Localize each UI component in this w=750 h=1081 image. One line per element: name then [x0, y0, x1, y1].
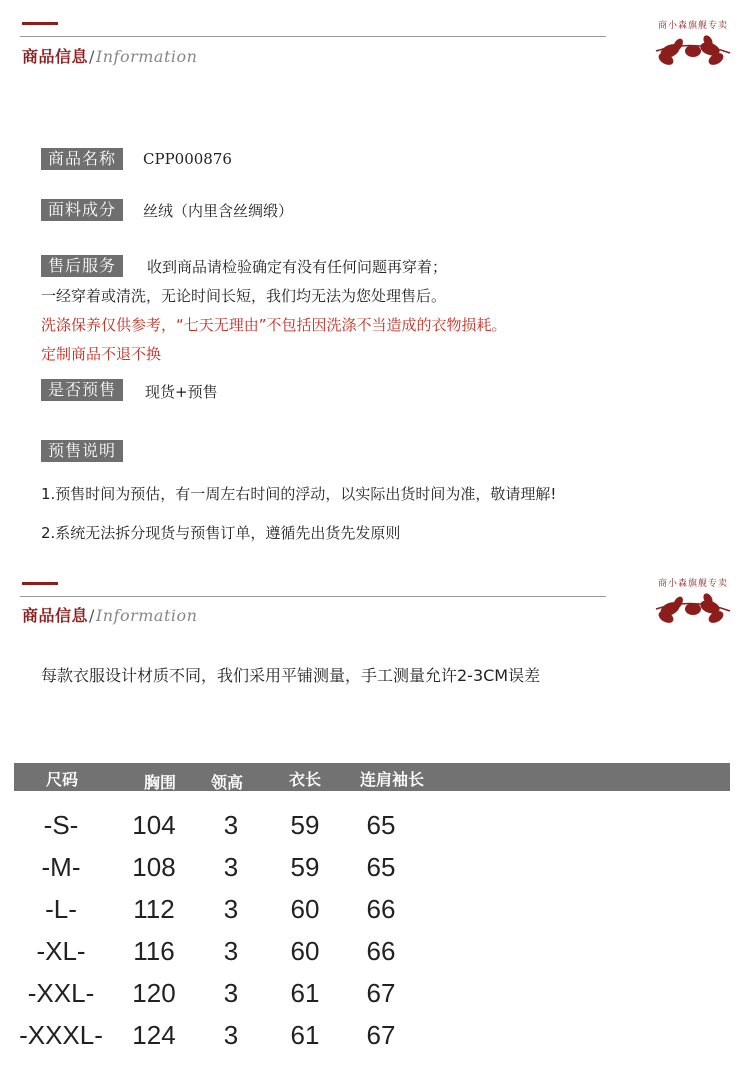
header-sleeve: 连肩袖长	[360, 770, 425, 789]
table-cell-chest: 116	[133, 936, 175, 966]
after-sale-line-3: 洗涤保养仅供参考，“七天无理由”不包括因洗涤不当造成的衣物损耗。	[41, 316, 507, 334]
table-cell-collar: 3	[223, 978, 239, 1008]
section-accent-bar	[22, 582, 58, 585]
section-title-cn: 商品信息	[22, 606, 89, 625]
table-cell-length: 61	[290, 978, 320, 1008]
table-cell-chest: 112	[133, 894, 175, 924]
flower-ornament-icon	[648, 589, 738, 629]
table-cell-length: 61	[290, 1020, 320, 1050]
table-cell-chest: 120	[132, 978, 176, 1008]
flower-ornament-icon	[648, 31, 738, 71]
fabric-label: 面料成分	[41, 199, 123, 221]
presale-value: 现货+预售	[145, 383, 218, 401]
table-cell-size: -S-	[43, 810, 79, 840]
brand-seal-text: 商小森旗舰专卖	[657, 21, 728, 31]
section-title-en: Information	[95, 606, 198, 625]
section-divider	[20, 596, 606, 597]
table-cell-collar: 3	[223, 936, 239, 966]
section-divider	[20, 36, 606, 37]
table-cell-collar: 3	[223, 1020, 239, 1050]
table-cell-sleeve: 65	[366, 852, 396, 882]
table-cell-sleeve: 65	[366, 810, 396, 840]
table-cell-sleeve: 66	[366, 936, 396, 966]
table-cell-size: -XL-	[36, 936, 86, 966]
after-sale-line-2: 一经穿着或清洗，无论时间长短，我们均无法为您处理售后。	[41, 287, 447, 305]
section-title-en: Information	[95, 47, 198, 66]
measure-note: 每款衣服设计材质不同，我们采用平铺测量，手工测量允许2-3CM误差	[41, 666, 541, 685]
section-title: 商品信息/Information	[22, 47, 198, 66]
after-sale-line-1: 收到商品请检验确定有没有任何问题再穿着；	[147, 258, 448, 276]
table-cell-size: -XXXL-	[19, 1020, 103, 1050]
table-cell-collar: 3	[223, 852, 239, 882]
presale-note-label: 预售说明	[41, 440, 123, 462]
after-sale-label: 售后服务	[41, 255, 123, 277]
header-chest: 胸围	[144, 773, 177, 792]
header-length: 衣长	[289, 770, 322, 789]
section-title: 商品信息/Information	[22, 606, 198, 625]
table-cell-chest: 104	[132, 810, 176, 840]
table-cell-sleeve: 67	[366, 978, 396, 1008]
table-cell-size: -L-	[45, 894, 77, 924]
header-size: 尺码	[46, 770, 79, 789]
header-collar: 领高	[211, 773, 244, 792]
table-cell-length: 60	[290, 894, 320, 924]
presale-note-2: 2.系统无法拆分现货与预售订单，遵循先出货先发原则	[41, 524, 401, 542]
section-accent-bar	[22, 22, 58, 25]
table-cell-collar: 3	[223, 894, 239, 924]
table-cell-length: 59	[290, 852, 320, 882]
presale-note-1: 1.预售时间为预估，有一周左右时间的浮动，以实际出货时间为准，敬请理解!	[41, 485, 557, 503]
product-name-label: 商品名称	[41, 148, 123, 170]
table-cell-length: 60	[290, 936, 320, 966]
table-cell-size: -XXL-	[27, 978, 95, 1008]
table-cell-chest: 108	[132, 852, 176, 882]
brand-seal	[648, 576, 738, 633]
fabric-value: 丝绒（内里含丝绸缎）	[143, 202, 294, 220]
presale-label: 是否预售	[41, 379, 123, 401]
table-cell-chest: 124	[132, 1020, 176, 1050]
table-cell-length: 59	[290, 810, 320, 840]
table-cell-collar: 3	[223, 810, 239, 840]
table-cell-sleeve: 67	[366, 1020, 396, 1050]
table-cell-size: -M-	[41, 852, 81, 882]
table-cell-sleeve: 66	[366, 894, 396, 924]
brand-seal	[648, 18, 738, 75]
after-sale-line-4: 定制商品不退不换	[41, 345, 162, 363]
section-title-cn: 商品信息	[22, 47, 89, 66]
product-name-value: CPP000876	[143, 150, 232, 168]
brand-seal-text: 商小森旗舰专卖	[657, 579, 728, 589]
